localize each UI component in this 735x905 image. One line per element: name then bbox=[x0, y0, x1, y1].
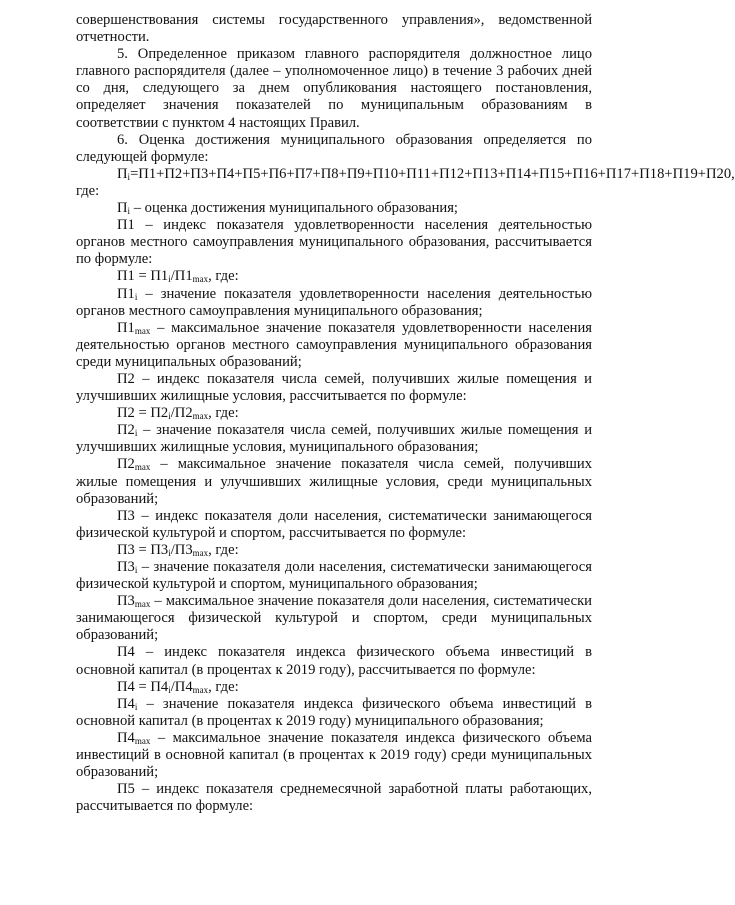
formula-text: – значение показателя удовлетворенности населения деятельностью органов местного самоуправления муниципального образования; bbox=[76, 285, 592, 319]
formula-subscript: i bbox=[168, 411, 171, 422]
paragraph-p21: П5 – индекс показателя среднемесячной заработной платы работающих, рассчитывается по формуле: bbox=[76, 781, 592, 815]
formula-text: – значение показателя доли населения, систематически занимающегося физической культурой и спортом, муниципального образования; bbox=[76, 559, 592, 593]
formula-symbol: П bbox=[117, 165, 128, 182]
formula-subscript: i bbox=[168, 547, 171, 558]
paragraph-p4 bbox=[76, 200, 592, 217]
formula-subscript-max: max bbox=[192, 411, 209, 422]
paragraph-p8 bbox=[76, 320, 592, 371]
paragraph-p12 bbox=[76, 456, 592, 507]
formula-symbol: П2 bbox=[117, 422, 135, 439]
paragraph-p10 bbox=[76, 405, 592, 422]
formula-subscript-max: max bbox=[192, 684, 209, 695]
paragraph-p16 bbox=[76, 593, 592, 644]
formula-symbol: П2 bbox=[117, 456, 135, 473]
paragraph-p3 bbox=[76, 165, 735, 200]
formula-text: – значение показателя числа семей, получивших жилые помещения и улучшивших жилищные условия, муниципального образования; bbox=[76, 422, 592, 456]
paragraph-p19 bbox=[76, 696, 592, 730]
formula-subscript-max: max bbox=[192, 547, 209, 558]
formula-text: , где: bbox=[208, 678, 239, 695]
formula-symbol: П3 bbox=[117, 593, 135, 610]
formula-symbol: П1 bbox=[117, 285, 135, 302]
paragraph-p20 bbox=[76, 730, 592, 781]
formula-text: , где: bbox=[208, 541, 239, 558]
formula-divisor: /П4 bbox=[170, 678, 193, 695]
formula-subscript: i bbox=[134, 291, 138, 302]
formula-text: =П1+П2+П3+П4+П5+П6+П7+П8+П9+П10+П11+П12+П13+П14+П15+П16+П17+П18+П19+П20, где: bbox=[76, 165, 735, 199]
formula-symbol: П1 bbox=[117, 319, 135, 336]
document-page bbox=[76, 12, 735, 815]
formula-text: – оценка достижения муниципального образования; bbox=[130, 200, 458, 217]
paragraph-p13: П3 – индекс показателя доли населения, систематически занимающегося физической культурой и спортом, рассчитывается по формуле: bbox=[76, 507, 592, 541]
formula-subscript: i bbox=[134, 701, 138, 712]
formula-subscript: i bbox=[134, 565, 138, 575]
formula-symbol: П4 bbox=[117, 729, 135, 746]
formula-text: , где: bbox=[208, 268, 239, 285]
formula-text: , где: bbox=[208, 405, 239, 422]
formula-symbol: П bbox=[117, 200, 128, 217]
formula-subscript: max bbox=[134, 462, 151, 473]
paragraph-p18 bbox=[76, 679, 592, 696]
formula-subscript: i bbox=[127, 171, 131, 182]
paragraph-p2: 6. Оценка достижения муниципального образования определяется по следующей формуле: bbox=[76, 131, 592, 165]
formula-text: – максимальное значение показателя индекса физического объема инвестиций в основной капитал (в процентах к 2019 году) среди муниципальных образований; bbox=[76, 729, 592, 781]
paragraph-p6 bbox=[76, 268, 592, 285]
paragraph-p7 bbox=[76, 286, 592, 320]
formula-subscript: max bbox=[134, 325, 151, 336]
formula-subscript: i bbox=[168, 684, 171, 695]
formula-subscript: i bbox=[168, 274, 171, 285]
paragraph-p9: П2 – индекс показателя числа семей, получивших жилые помещения и улучшивших жилищные условия, рассчитывается по формуле: bbox=[76, 370, 592, 405]
paragraph-p1: 5. Определенное приказом главного распорядителя должностное лицо главного распорядителя (далее – уполномоченное лицо) в течение 3 рабочих дней со дня, следующего за днем опубликования настоящего постановления, определяет значения показателей по муниципальным образованиям в соответствии с пунктом 4 настоящих Правил. bbox=[76, 46, 592, 131]
formula-subscript: i bbox=[127, 206, 131, 217]
paragraph-p17: П4 – индекс показателя индекса физического объема инвестиций в основной капитал (в процентах к 2019 году), рассчитывается по формуле: bbox=[76, 644, 592, 678]
paragraph-p5: П1 – индекс показателя удовлетворенности населения деятельностью органов местного самоуправления муниципального образования, рассчитывается по формуле: bbox=[76, 217, 592, 268]
formula-subscript: max bbox=[134, 735, 151, 746]
formula-divisor: /П3 bbox=[170, 541, 193, 558]
formula-text: – значение показателя индекса физического объема инвестиций в основной капитал (в процентах к 2019 году) муниципального образования; bbox=[76, 695, 592, 729]
paragraph-p15 bbox=[76, 559, 592, 593]
formula-text: – максимальное значение показателя доли населения, систематически занимающегося физической культурой и спортом, среди муниципальных образований; bbox=[76, 593, 592, 644]
paragraph-p11 bbox=[76, 422, 592, 456]
formula-symbol: П4 bbox=[117, 695, 135, 712]
formula-text: – максимальное значение показателя числа семей, получивших жилые помещения и улучшивших жилищные условия, среди муниципальных образований; bbox=[76, 456, 592, 507]
formula-text: – максимальное значение показателя удовлетворенности населения деятельностью органов местного самоуправления муниципального образования среди муниципальных образований; bbox=[76, 319, 592, 370]
formula-subscript-max: max bbox=[192, 274, 209, 285]
formula-subscript: max bbox=[134, 599, 151, 610]
formula-symbol: П4 = П4 bbox=[117, 678, 169, 695]
formula-symbol: П1 = П1 bbox=[117, 268, 169, 285]
paragraph-p0: совершенствования системы государственного управления», ведомственной отчетности. bbox=[76, 12, 592, 46]
formula-subscript: i bbox=[134, 428, 138, 439]
formula-symbol: П3 = П3 bbox=[117, 541, 169, 558]
formula-symbol: П2 = П2 bbox=[117, 405, 169, 422]
formula-divisor: /П2 bbox=[170, 405, 193, 422]
formula-divisor: /П1 bbox=[170, 268, 193, 285]
paragraph-p14 bbox=[76, 542, 592, 559]
formula-symbol: П3 bbox=[117, 559, 135, 575]
